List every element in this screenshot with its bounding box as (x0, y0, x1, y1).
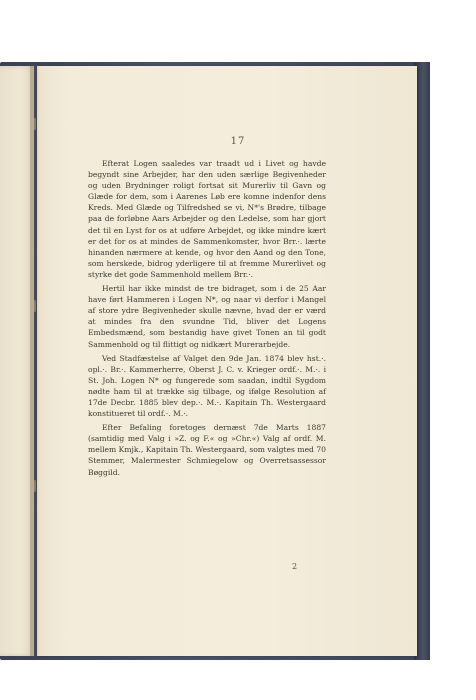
page-gutter (30, 66, 40, 656)
binding-stitch (34, 300, 36, 312)
binding-stitch (34, 480, 36, 492)
left-page (0, 66, 34, 656)
paragraph: Efter Befaling foretoges dernæst 7de Marts 1887 (samtidig med Valg i »Z. og F.« og »Chr.«) Valg af ordf. M. mellem Kmjk., Kapitain Th. Westergaard, som valgtes med 70 Stemmer, Malermester Schmiegelow og Overretsassessor Bøggild. (88, 423, 326, 477)
binding-stitch (34, 118, 36, 130)
paragraph: Hertil har ikke mindst de tre bidraget, som i de 25 Aar have ført Hammeren i Logen N*, og naar vi derfor i Mangel af store ydre Begivenheder skulle nævne, hvad der er værd at mindes fra den svundne Tid, bliver det Logens Embedsmænd, som bestandig have givet Tonen an til godt Sammenhold og til flittigt og nidkært Murerarbejde. (88, 284, 326, 349)
paragraph: Ved Stadfæstelse af Valget den 9de Jan. 1874 blev hst.·. opl.·. Br.·. Kammerherre, Oberst J. C. v. Krieger ordf.·. M.·. i St. Joh. Logen N* og fungerede som saadan, indtil Sygdom nødte ham til at trække sig tilbage, og ifølge Resolution af 17de Decbr. 1885 blev dep.·. M.·. Kapitain Th. Westergaard konstitueret til ordf.·. M.·. (88, 353, 326, 419)
paragraph: Efterat Logen saaledes var traadt ud i Livet og havde begyndt sine Arbejder, har den uden særlige Begivenheder og uden Brydninger roligt fortsat sit Murerliv til Gavn og Glæde for dem, som i Aarenes Løb ere komne indenfor dens Kreds. Med Glæde og Tilfredshed se vi, N*'s Brødre, tilbage paa de forløbne Aars Arbejder og den Ledelse, som har gjort det til en Lyst for os at udføre Arbejdet, og ikke mindre kært er det for os at mindes de Sammenkomster, hvor Brr.·. lærte hinanden nærmere at kende, og hvor den Aand og den Tone, som herskede, bidrog yderligere til at fremme Murerlivet og styrke det gode Sammenhold mellem Brr.·. (88, 159, 326, 279)
body-text (88, 158, 326, 481)
signature-mark: 2 (292, 562, 298, 571)
page-number: 17 (230, 136, 246, 147)
